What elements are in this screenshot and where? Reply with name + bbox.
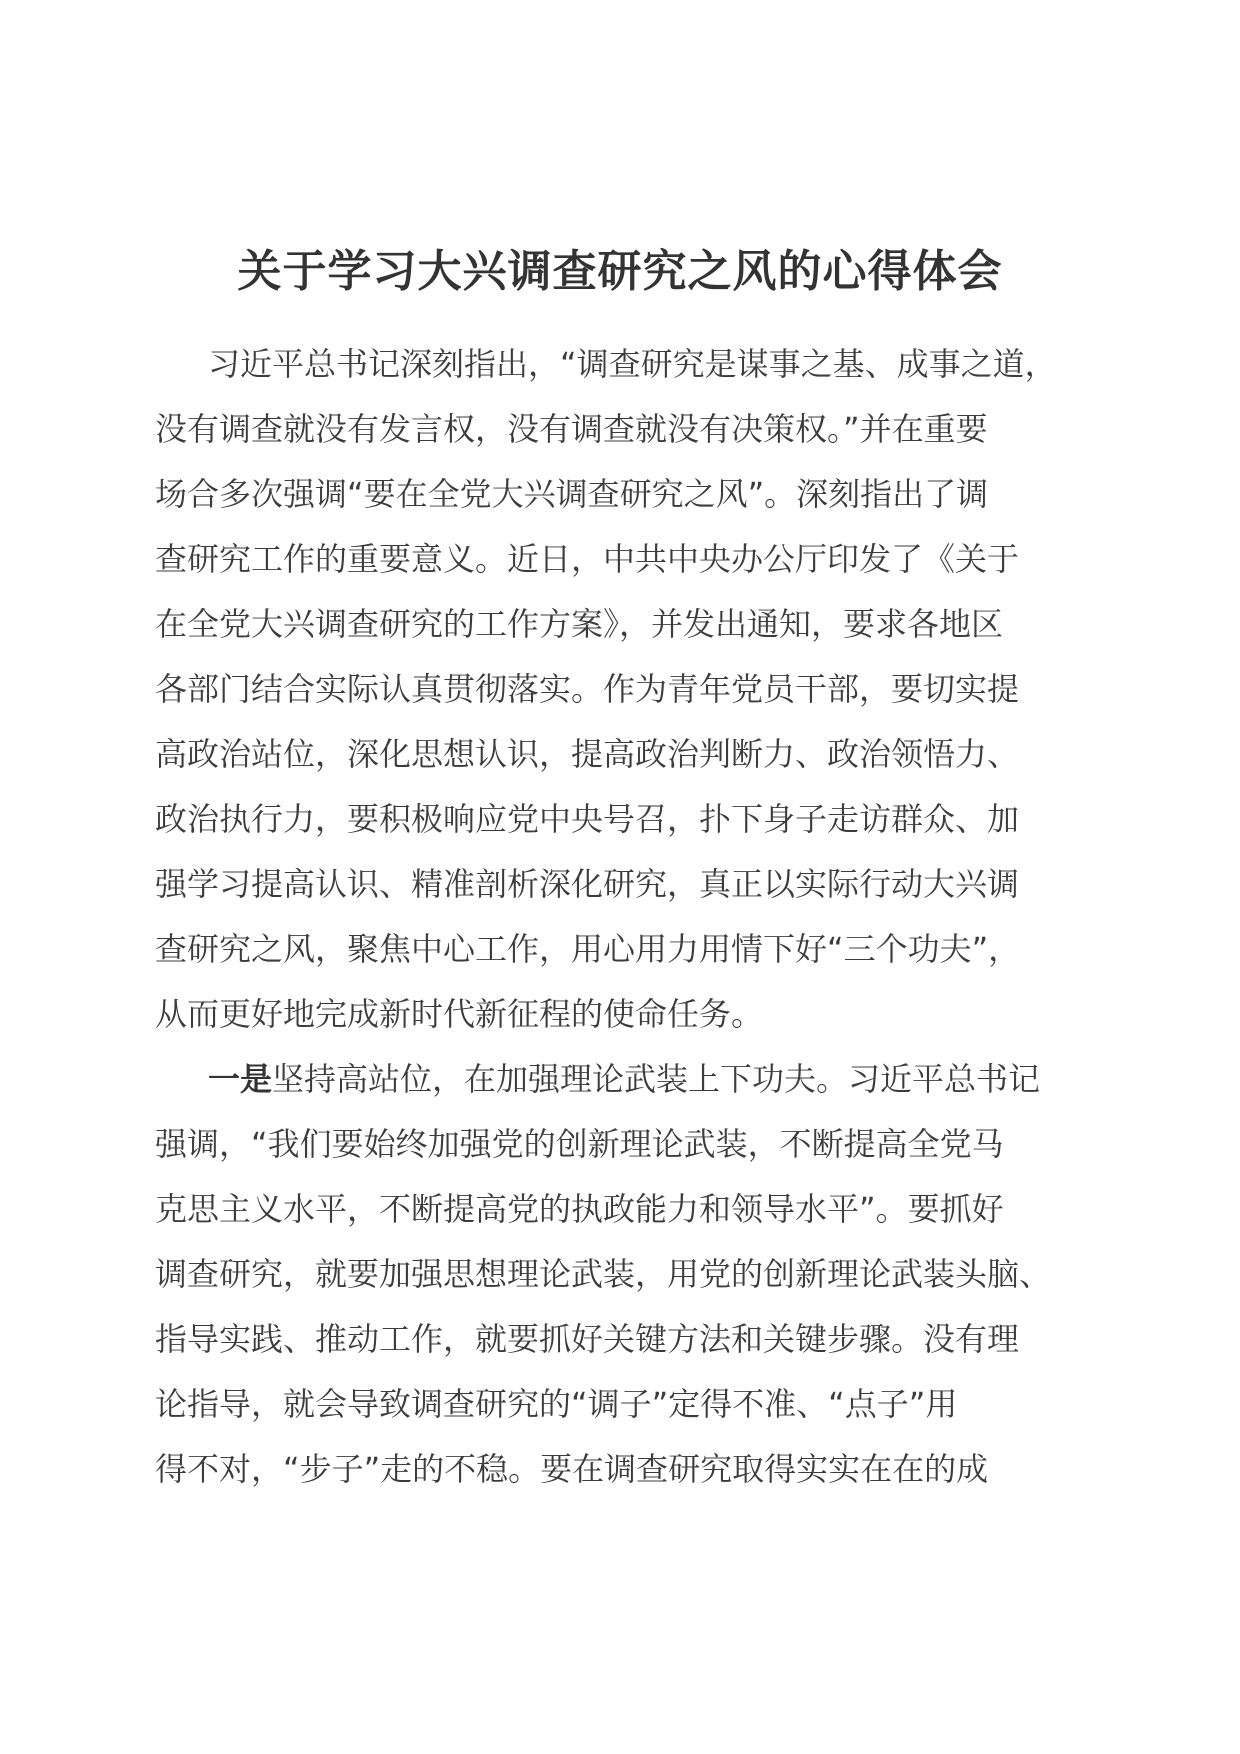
paragraph-2-line: 调查研究，就要加强思想理论武装，用党的创新理论武装头脑、 [155,1255,1052,1293]
paragraph-2-line: 强调，“我们要始终加强党的创新理论武装，不断提高全党马 [155,1125,1004,1163]
paragraph-1-line: 政治执行力，要积极响应党中央号召，扑下身子走访群众、加 [155,800,1020,838]
paragraph-1-line: 各部门结合实际认真贯彻落实。作为青年党员干部，要切实提 [155,670,1020,708]
document-body [155,332,1135,1502]
paragraph-1-line: 从而更好地完成新时代新征程的使命任务。 [155,995,764,1033]
paragraph-1-line: 查研究之风，聚焦中心工作，用心用力用情下好“三个功夫”， [155,930,1021,968]
paragraph-2-line: 论指导，就会导致调查研究的“调子”定得不准、“点子”用 [155,1385,958,1423]
paragraph-2-line: 克思主义水平，不断提高党的执政能力和领导水平”。要抓好 [155,1190,1004,1228]
paragraph-1-line: 强学习提高认识、精准剖析深化研究，真正以实际行动大兴调 [155,865,1020,903]
paragraph-2-first-line [155,1047,1135,1112]
paragraph-1-line: 场合多次强调“要在全党大兴调查研究之风”。深刻指出了调 [155,475,989,513]
paragraph-1-line: 习近平总书记深刻指出，“调查研究是谋事之基、成事之道， [208,345,1057,383]
paragraph-1-line: 高政治站位，深化思想认识，提高政治判断力、政治领悟力、 [155,735,1020,773]
paragraph-1-line: 在全党大兴调查研究的工作方案》，并发出通知，要求各地区 [155,605,1004,643]
paragraph-2-line: 得不对，“步子”走的不稳。要在调查研究取得实实在在的成 [155,1450,989,1488]
paragraph-1-line: 查研究工作的重要意义。近日，中共中央办公厅印发了《关于 [155,540,1020,578]
paragraph-2-first-rest: 坚持高站位，在加强理论武装上下功夫。习近平总书记 [272,1060,1041,1098]
paragraph-2-line: 指导实践、推动工作，就要抓好关键方法和关键步骤。没有理 [155,1320,1020,1358]
document-title: 关于学习大兴调查研究之风的心得体会 [237,246,1003,297]
paragraph-2-lead: 一是 [208,1060,273,1098]
paragraph-1-line: 没有调查就没有发言权，没有调查就没有决策权。”并在重要 [155,410,988,448]
